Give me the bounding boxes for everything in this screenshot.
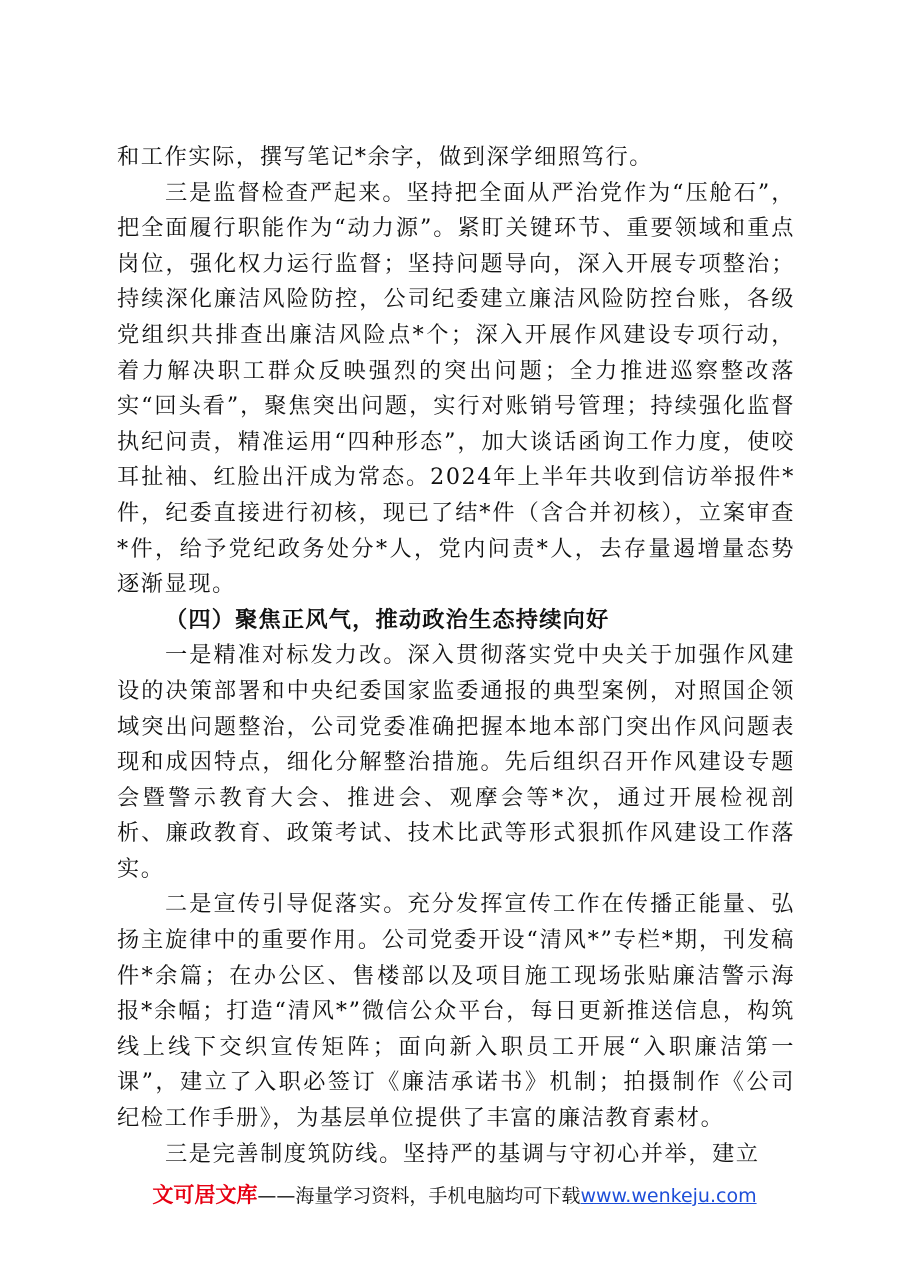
document-body: [117, 140, 795, 1172]
paragraph-benchmark: 一是精准对标发力改。深入贯彻落实党中央关于加强作风建设的决策部署和中央纪委国家监委通报的典型案例，对照国企领域突出问题整治，公司党委准确把握本地本部门突出作风问题表现和成因特点，细化分解整治措施。先后组织召开作风建设专题会暨警示教育大会、推进会、观摩会等*次，通过开展检视剖析、廉政教育、政策考试、技术比武等形式狠抓作风建设工作落实。: [117, 642, 795, 882]
paragraph-continuation: 和工作实际，撰写笔记*余字，做到深学细照笃行。: [117, 144, 654, 170]
paragraph-publicity: 二是宣传引导促落实。充分发挥宣传工作在传播正能量、弘扬主旋律中的重要作用。公司党委开设“清风*”专栏*期，刊发稿件*余篇；在办公区、售楼部以及项目施工现场张贴廉洁警示海报*余幅；打造“清风*”微信公众平台，每日更新推送信息，构筑线上线下交织宣传矩阵；面向新入职员工开展“入职廉洁第一课”，建立了入职必签订《廉洁承诺书》机制；拍摄制作《公司纪检工作手册》，为基层单位提供了丰富的廉洁教育素材。: [117, 891, 795, 1132]
footer-slogan: ——海量学习资料，手机电脑均可下载: [257, 1185, 581, 1207]
footer-brand: 文可居文库: [152, 1183, 258, 1207]
footer-link[interactable]: www.wenkeju.com: [580, 1185, 757, 1207]
footer-banner: [0, 1180, 909, 1211]
paragraph-supervision: 三是监督检查严起来。坚持把全面从严治党作为“压舱石”，把全面履行职能作为“动力源”。紧盯关键环节、重要领域和重点岗位，强化权力运行监督；坚持问题导向，深入开展专项整治；持续深化廉洁风险防控，公司纪委建立廉洁风险防控台账，各级党组织共排查出廉洁风险点*个；深入开展作风建设专项行动，着力解决职工群众反映强烈的突出问题；全力推进巡察整改落实“回头看”，聚焦突出问题，实行对账销号管理；持续强化监督执纪问责，精准运用“四种形态”，加大谈话函询工作力度，使咬耳扯袖、红脸出汗成为常态。2024年上半年共收到信访举报件*件，纪委直接进行初核，现已了结*件（含合并初核），立案审查*件，给予党纪政务处分*人，党内问责*人，去存量遏增量态势逐渐显现。: [117, 179, 795, 598]
section-heading-4: （四）聚焦正风气，推动政治生态持续向好: [165, 606, 610, 633]
paragraph-system: 三是完善制度筑防线。坚持严的基调与守初心并举，建立: [165, 1140, 760, 1167]
